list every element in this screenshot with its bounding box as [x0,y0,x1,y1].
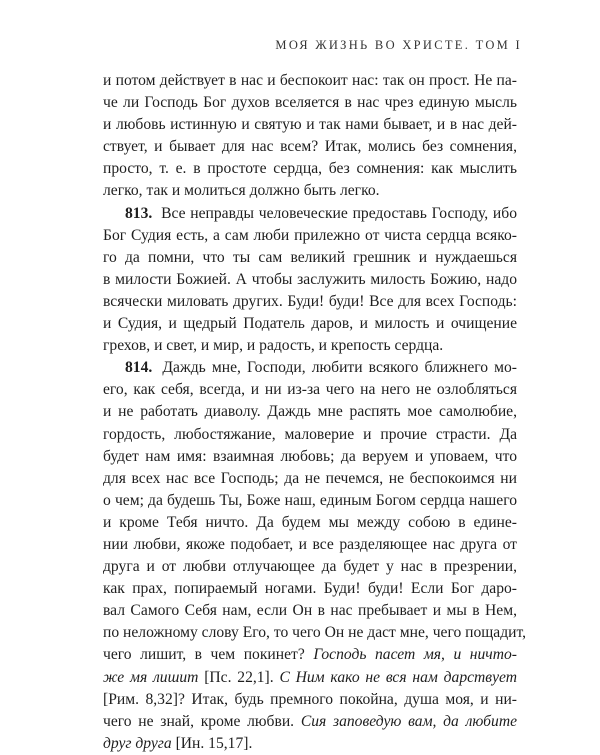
scripture-quote: С Ним како не вся нам дарствует [279,668,517,686]
text-line-with-quote [103,667,517,689]
text-fragment: чего лишит, в чем покинет? [103,646,314,664]
text-line: [Рим. 8,32]? Итак, будь премного покойна, душа моя, и ни- [103,690,517,708]
text-line: го да помни, что ты сам великий грешник и нуждаешься [103,248,517,266]
text-line: о чем; да будешь Ты, Боже наш, единым Богом сердца нашего [103,491,517,509]
text-line: просто, т. е. в простоте сердца, без сомнения: как мыслить [103,160,517,178]
text-line: будет нам имя: взаимная любовь; да веруем и уповаем, что [103,447,517,465]
scripture-quote: Господь пасет мя, и ничто- [313,646,517,664]
text-fragment: Даждь мне, Господи, любити всякого ближнего мо- [162,359,518,377]
text-line: как прах, попираемый ногами. Буди! буди! Если Бог даро- [103,580,517,598]
text-line: грехов, и свет, и мир, и радость, и крепость сердца. [103,337,444,355]
text-line: вал Самого Себя нам, если Он в нас пребывает и мы в Нем, [103,602,517,620]
paragraph-number: 813. [125,204,153,222]
text-line: че ли Господь Бог духов вселяется в нас чрез единую мысль [103,94,517,112]
paragraph-number: 814. [125,359,153,377]
scripture-quote: Сия заповедую вам, да любите [300,712,517,730]
paragraph-813-first-line [103,203,517,225]
text-line: нии любви, якоже подобает, и все разделяющее нас друга от [103,535,517,553]
text-line: и не работать диаволу. Даждь мне распять мое самолюбие, [103,403,517,421]
text-line: всячески миловать других. Буди! буди! Все для всех Господь: [103,292,517,310]
text-line: и Судия, и щедрый Податель даров, и милость и очищение [103,315,517,333]
text-line: друга и от любви отлучающее да будет у нас в презрении, [103,558,517,576]
text-line: в милости Божией. А чтобы заслужить милость Божию, надо [103,270,517,288]
text-line: ствует, и бывает для нас всем? Итак, молись без сомнения, [103,138,517,156]
scripture-quote: друг друга [103,734,172,752]
page-body-text [103,70,527,755]
text-line: и любовь истинную и святую и так нами бывает, и в нас дей- [103,116,517,134]
running-header: МОЯ ЖИЗНЬ ВО ХРИСТЕ. ТОМ I [275,38,522,52]
text-line-with-quote [103,711,517,733]
scripture-reference: [Пс. 22,1]. [198,668,280,686]
paragraph-814-first-line [103,357,517,379]
text-line: для всех нас все Господь; да не печемся, не беспокоимся ни [103,469,517,487]
text-line: Бог Судия есть, а сам люби прилежно от чиста сердца всяко- [103,226,517,244]
text-line: гордость, любостяжание, маловерие и прочие страсти. Да [103,425,517,443]
text-line-with-quote [103,644,517,666]
text-line: по неложному слову Его, то чего Он не даст мне, чего пощадит, [103,624,527,642]
text-line-with-quote [103,733,517,755]
text-line: и потом действует в нас и беспокоит нас: так он прост. Не па- [103,72,517,89]
text-fragment: чего не знай, кроме любви. [103,712,301,730]
scripture-reference: [Ин. 15,17]. [171,734,253,752]
text-line: и кроме Тебя ничто. Да будем мы между собою в едине- [103,513,517,531]
text-fragment: Все неправды человеческие предоставь Господу, ибо [161,204,517,222]
text-line: легко, так и молиться должно быть легко. [103,182,380,200]
scripture-quote: же мя лишит [103,668,199,686]
text-line: его, как себя, всегда, и ни из-за чего на него не озлобляться [103,381,517,399]
